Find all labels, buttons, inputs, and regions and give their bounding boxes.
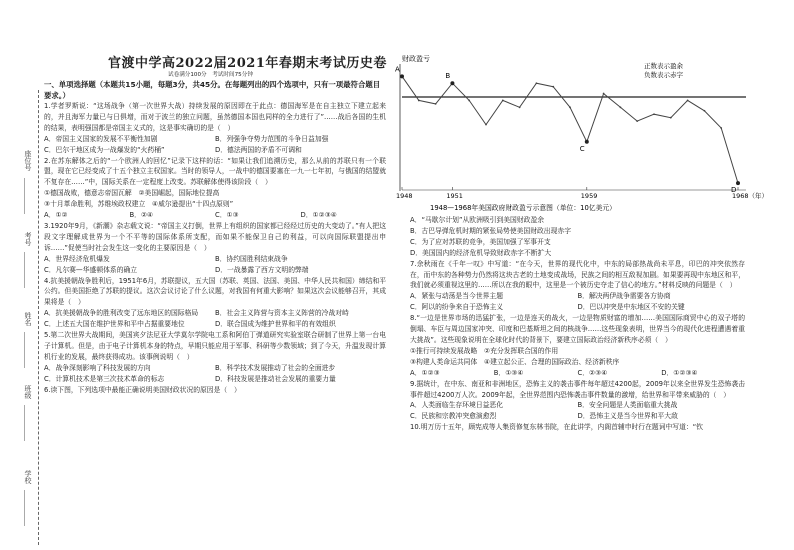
chart-point <box>687 100 689 102</box>
question-stem: 3.1920年9月，《新潮》杂志载文说：“帝国主义打倒，世界上有组织的国家都已经经过历史的大变动了。”有人把这段文字理解成世界为一个不平等的国际体系所支配，而如果不能保卫自己的利益，可以向国际联盟提出申诉……”促使当时社会发生这一变化的主要原因是（ ） <box>44 221 386 252</box>
seat-number-label: 座位号 <box>24 150 32 171</box>
option-b[interactable]: B．列强争夺势力范围的斗争日益加强 <box>215 134 329 143</box>
exam-number-label: 考号 <box>24 232 32 246</box>
chart-point <box>569 106 571 108</box>
question-7 <box>410 259 745 314</box>
option-c[interactable]: C．①③ <box>215 211 239 220</box>
option-d[interactable]: D．①②③④ <box>300 211 337 220</box>
chart-point <box>435 103 437 105</box>
question-6-options <box>410 215 745 259</box>
chart-annotation-label: D <box>731 186 737 195</box>
chart-point <box>670 117 672 119</box>
chart-legend-deficit: 负数表示赤字 <box>644 71 683 79</box>
option-a[interactable]: A．①②③ <box>410 368 440 377</box>
chart-point <box>603 93 605 95</box>
right-column <box>410 215 745 433</box>
option-d[interactable]: D．德法两国的矛盾不可调和 <box>215 145 302 154</box>
question-8 <box>410 313 745 378</box>
option-c[interactable]: C．计算机技术是第三次技术革命的标志 <box>44 374 165 383</box>
class-label: 班级 <box>24 385 32 399</box>
question-5 <box>44 330 386 385</box>
option-c[interactable]: C．民族和宗教冲突愈演愈烈 <box>410 412 497 421</box>
chart-point <box>636 120 638 122</box>
question-stem: 8.“一边是世界市场的迅猛扩张，一边是连天的战火，一边是物质财富的增加……美国国际商贸中心的双子塔的倒塌、车臣与周边国家冲突、印度和巴基斯坦之间的核战争……这些现象表明，世界当今的现代化进程遭遇着重大挑战”。这些现象说明在全球化时代的背景下，要建立国际政治经济新秩序必须（ ） <box>410 314 745 344</box>
chart-annotation-point <box>400 74 404 78</box>
name-blank <box>24 332 25 368</box>
chart-y-axis-label: 财政盈亏 <box>402 55 430 63</box>
budget-balance-chart <box>395 52 769 212</box>
chart-point <box>620 106 622 108</box>
option-a[interactable]: A．“马歇尔计划”从欧洲吸引到美国财政盈余 <box>410 216 545 224</box>
chart-point <box>502 100 504 102</box>
chart-point <box>653 113 655 115</box>
option-b[interactable]: B．①③④ <box>493 368 524 377</box>
question-9 <box>410 379 745 423</box>
option-c[interactable]: C．阿以的纷争来自于恐怖主义 <box>410 303 504 312</box>
name-label: 姓名 <box>24 312 32 326</box>
chart-annotation-label: C <box>579 144 585 153</box>
chart-point <box>485 124 487 126</box>
question-list: ①推行可持续发展战略 ②充分发挥联合国的作用 ③构建人类命运共同体 ④建立起公正、合理的国际政治、经济新秩序 <box>410 346 620 366</box>
option-b[interactable]: B．安全问题是人类面临重大挑战 <box>577 401 678 410</box>
class-blank <box>24 405 25 441</box>
question-list: ①德国战败，德意志帝国瓦解 ②美国崛起，国际地位提高 ③十月革命胜利，苏维埃政权建立 ④威尔逊提出“十四点原则” <box>44 189 234 209</box>
left-column <box>44 79 386 395</box>
chart-annotation-point <box>736 181 740 185</box>
option-b[interactable]: B．解决两伊战争需要各方协商 <box>577 292 671 301</box>
chart-annotation-point <box>450 81 454 85</box>
option-b[interactable]: B．科学技术发展推动了社会的全面进步 <box>215 363 336 372</box>
option-a[interactable]: A．紧张与动荡是当今世界主题 <box>410 292 504 301</box>
chart-point <box>418 100 420 102</box>
option-d[interactable]: D．一战暴露了西方文明的弊端 <box>215 265 309 274</box>
chart-point <box>468 100 470 102</box>
chart-title: 1948—1968年美国政府财政盈亏示意图（单位：10亿美元） <box>430 204 616 212</box>
question-1 <box>44 101 386 156</box>
option-c[interactable]: C．巴尔干地区成为一战爆发的“火药桶” <box>44 145 165 154</box>
question-6-stem: 6.读下图，下列选项中最能正确说明美国财政状况的原因是（ ） <box>44 385 241 394</box>
chart-annotation-label: A <box>395 65 400 74</box>
chart-point <box>704 110 706 112</box>
chart-x-tick-label: 1959 <box>580 192 598 200</box>
question-3 <box>44 221 386 276</box>
question-stem: 4.抗美援朝战争胜利后，1951年6月，苏联提议，五大国（苏联、英国、法国、美国、中华人民共和国）缔结和平公约。但美国拒绝了苏联的提议。这次会议讨论了什么议题，对我国有何重大影响？如果这次会议能够召开，其成果将是（ ） <box>44 276 386 307</box>
school-blank <box>24 490 25 526</box>
chart-x-tick-label: 1951 <box>446 192 463 200</box>
binding-dashed-line <box>38 90 39 545</box>
school-label: 学校 <box>24 470 32 484</box>
chart-x-tick-label: 1948 <box>396 192 413 200</box>
option-b[interactable]: B．②④ <box>129 211 154 220</box>
chart-legend-surplus: 正数表示盈余 <box>644 62 683 70</box>
option-c[interactable]: C．为了应对苏联的竞争，美国加强了军事开支 <box>410 237 551 246</box>
question-2 <box>44 156 386 221</box>
question-stem: 7.余秋雨在《千年一叹》中写道：“在今天，世界的现代化中，中东的局部热战尚未平息，印巴的冲突依然存在，而中东的各种势力仍然将这块古老的土地变成战场，民族之间的相互敌视加剧。如果要再现中东地区和平，我们就必须重视这里的……所以在我的眼中，这里是一个被历史夺走了信心的地方。”材料反映的问题是（ ） <box>410 259 745 290</box>
chart-annotation-label: B <box>445 72 451 81</box>
option-b[interactable]: B．社会主义阵营与资本主义阵营的冷战对峙 <box>215 309 349 318</box>
option-a[interactable]: A．世界经济危机爆发 <box>44 254 110 263</box>
option-c[interactable]: C．②③④ <box>577 368 608 377</box>
option-a[interactable]: A．①② <box>44 211 68 220</box>
option-d[interactable]: D．①②③④ <box>661 368 698 377</box>
question-stem: 9.据统计，在中东、南亚和非洲地区，恐怖主义的袭击事件每年超过4200起，2009年以来全世界发生恐怖袭击事件超过4200万人次。2009年起，全世界范围内恐怖袭击事件数量的激增，给世界和平带来威胁的（ ） <box>410 379 745 399</box>
option-c[interactable]: C．凡尔赛—华盛顿体系的确立 <box>44 265 138 274</box>
exam-number-blank <box>24 252 25 288</box>
question-stem: 5.第二次世界大战期间，美国宾夕法尼亚大学莫尔学院电工系和阿伯丁弹道研究实验室联合研制了世界上第一台电子计算机。但是，由于电子计算机本身的特点，早期只能应用于军事、科研等少数领域；到了今天，升温发现计算机行业的发展，最终获得成功。该事例说明（ ） <box>44 331 386 361</box>
chart-series-line <box>402 76 738 183</box>
option-d[interactable]: D．美国国内的经济危机导致财政赤字不断扩大 <box>410 248 552 257</box>
option-b[interactable]: B．协约国胜利结束战争 <box>215 254 288 263</box>
option-d[interactable]: D．联合国成为维护世界和平的有效组织 <box>215 320 336 329</box>
chart-point <box>552 86 554 88</box>
seat-number-blank <box>24 178 25 214</box>
binding-margin <box>8 0 42 550</box>
option-b[interactable]: B．古巴导弹危机时期的紧张局势使美国财政出现赤字 <box>410 226 571 235</box>
option-a[interactable]: A．人类面临生存环境日益恶化 <box>410 401 504 410</box>
option-a[interactable]: A．帝国主义国家的发展不平衡性加剧 <box>44 134 158 143</box>
exam-title: 官渡中学高2022届2021年春期末考试历史卷 <box>108 56 387 71</box>
chart-annotation-point <box>585 140 589 144</box>
option-d[interactable]: D．科技发展是推动社会发展的重要力量 <box>215 374 336 383</box>
chart-point <box>720 127 722 129</box>
exam-subtitle: 试卷满分100分 考试时间75分钟 <box>168 72 253 78</box>
question-4 <box>44 276 386 331</box>
option-a[interactable]: A．抗美援朝战争的胜利改变了远东地区的国际格局 <box>44 309 199 318</box>
chart-point <box>536 82 538 84</box>
option-c[interactable]: C．上述五大国在维护世界和平中占据重要地位 <box>44 320 185 329</box>
option-d[interactable]: D．恐怖主义是当今世界和平大敌 <box>577 412 678 421</box>
question-10-stem: 10.明万历十五年，顾宪成等人集资修复东林书院，在此讲学，内阁首辅申时行在题词中写道：“钦 <box>410 423 704 432</box>
chart-point <box>519 106 521 108</box>
section-heading: 一、单项选择题（本题共15小题，每题3分，共45分。在每题列出的四个选项中，只有一项最符合题目要求。） <box>44 80 381 100</box>
option-a[interactable]: A．战争深刻影响了科技发展的方向 <box>44 363 151 372</box>
question-stem: 2.在苏东解体之后的“一个欧洲人的回忆”记录下这样的话：“如果让我们追溯历史，那么从前的苏联只有一个联盟，现在它已经变成了十五个独立主权国家。当时的领导人，一战中的德国要塞在一九一七年初，与俄国的结盟就不复存在……”中，国际关系在一定程度上改变。苏联解体使得该阶段（ ） <box>44 156 386 187</box>
chart-x-tick-label: 1968（年） <box>732 192 769 200</box>
question-stem: 1.学者罗斯说：“这场战争（第一次世界大战）持续发展的原因即在于此点：德国海军是在自主独立下建立起来的，并且海军力量已与日俱增，而对于波兰的独立问题，虽然德国本国也同样的全力进行了”……战后各国的生机的结果，表明强国都是帝国主义式的，这是事实确切的是（ ） <box>44 102 386 132</box>
option-d[interactable]: D．巴以冲突是中东地区不安的关键 <box>577 303 685 312</box>
